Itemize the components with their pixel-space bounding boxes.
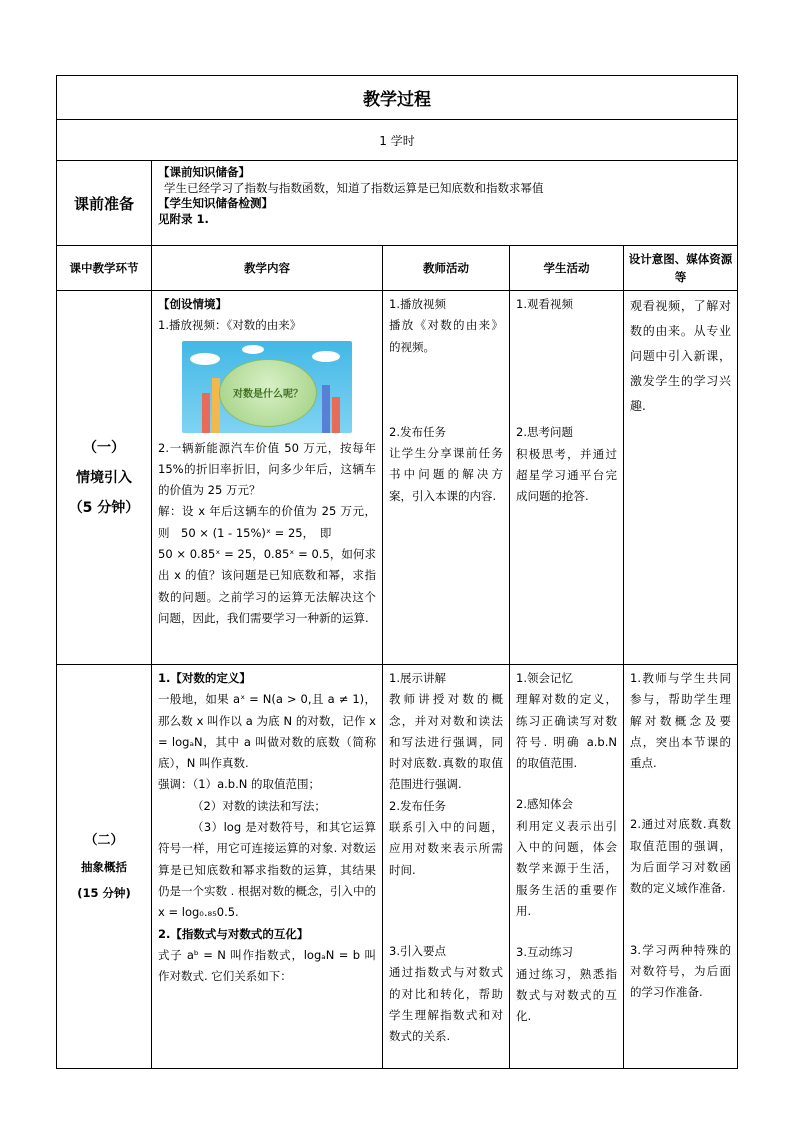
prep-knowledge-text: 学生已经学习了指数与指数函数，知道了指数运算是已知底数和指数求幂值	[164, 180, 544, 195]
stage1-student	[510, 291, 624, 665]
stage1-duration: （5 分钟）	[68, 499, 140, 516]
prep-label: 课前准备	[57, 161, 152, 246]
stage1-student-2: 2.思考问题	[516, 425, 573, 440]
stage1-problem: 2.一辆新能源汽车价值 50 万元，按每年 15%的折旧率折旧，问多少年后，这辆车的价值为 25 万元？	[158, 440, 376, 498]
prep-heading-check: 【学生知识储备检测】	[158, 196, 273, 210]
video-thumbnail-image	[182, 341, 352, 433]
lesson-plan-document	[56, 75, 737, 1069]
stage2-heading-definition: 1.【对数的定义】	[158, 671, 251, 685]
stage2-student-6: 通过练习，熟悉指数式与对数式的互化.	[516, 966, 617, 1024]
stage2-label	[57, 665, 152, 1069]
stage2-student-5: 3.互动练习	[516, 945, 573, 960]
header-stage: 课中教学环节	[57, 246, 152, 291]
stage2-teacher-3: 2.发布任务	[389, 798, 446, 813]
stage1-video-line: 1.播放视频：《对数的由来》	[158, 318, 302, 333]
stage2-student-1: 1.领会记忆	[516, 671, 573, 685]
stage2-student-3: 2.感知体会	[516, 797, 573, 812]
stage1-solution-1: 解：设 x 年后这辆车的价值为 25 万元，则 50 × (1 - 15%)ˣ = 25， 即	[158, 504, 376, 540]
stage1-design-1: 观看视频，了解对数的由来。从专业问题中引入新课，激发学生的学习兴趣.	[630, 299, 732, 413]
stage2-emphasis-1: 强调：（1）a.b.N 的取值范围；	[158, 777, 320, 792]
header-teacher: 教师活动	[383, 246, 510, 291]
stage1-teacher-4: 让学生分享课前任务书中问题的解决方案，引入本课的内容.	[389, 446, 503, 503]
stage1-teacher-2: 播放《对数的由来》的视频。	[389, 318, 503, 354]
stage2-relation: 式子 aᵇ = N 叫作指数式，logₐN = b 叫作对数式. 它们关系如下：	[158, 947, 376, 984]
stage1-student-3: 积极思考，并通过超星学习通平台完成问题的抢答.	[516, 446, 617, 504]
stage2-duration: (15 分钟)	[77, 885, 131, 900]
stage1-design	[624, 291, 738, 665]
stage2-teacher	[383, 665, 510, 1069]
prep-content	[152, 161, 738, 246]
globe-graphic	[219, 359, 317, 427]
video-caption-text: 对数是什么呢？	[233, 388, 303, 400]
stage2-content	[152, 665, 383, 1069]
stage2-teacher-4: 联系引入中的问题，应用对数来表示所需时间.	[389, 820, 503, 877]
stage1-name: 情境引入	[76, 469, 132, 486]
stage1-label	[57, 291, 152, 665]
stage1-teacher-1: 1.播放视频	[389, 297, 446, 311]
stage1-teacher-3: 2.发布任务	[389, 424, 446, 439]
prep-heading-knowledge: 【课前知识储备】	[158, 165, 250, 179]
stage2-teacher-1: 1.展示讲解	[389, 671, 446, 685]
stage2-teacher-6: 通过指数式与对数式的对比和转化，帮助学生理解指数式和对数式的关系.	[389, 965, 503, 1044]
stage2-number: （二）	[84, 832, 124, 848]
header-student: 学生活动	[510, 246, 624, 291]
stage2-design-2: 2.通过对底数.真数取值范围的强调，为后面学习对数函数的定义域作准备.	[630, 817, 732, 896]
teaching-process-table	[56, 75, 738, 1069]
stage2-design	[624, 665, 738, 1069]
stage1-content	[152, 291, 383, 665]
stage2-heading-conversion: 2.【指数式与对数式的互化】	[158, 926, 309, 941]
stage2-emphasis-2: （2）对数的读法和写法；	[192, 798, 326, 813]
stage2-design-3: 3.学习两种特殊的对数符号，为后面的学习作准备.	[630, 942, 732, 1000]
stage1-heading: 【创设情境】	[158, 297, 227, 311]
prep-check-text: 见附录 1.	[158, 211, 209, 226]
stage2-design-1: 1.教师与学生共同参与，帮助学生理解对数概念及要点，突出本节课的重点.	[630, 671, 732, 771]
stage1-solution-2: 50 × 0.85ˣ = 25，0.85ˣ = 0.5，如何求出 x 的值？该问题是已知底数和幂，求指数的问题。之前学习的运算无法解决这个问题，因此，我们需要学习一种新的运算.	[158, 547, 376, 625]
header-design: 设计意图、媒体资源等	[624, 246, 738, 291]
stage2-student-4: 利用定义表示出引入中的问题，体会数学来源于生活，服务生活的重要作用.	[516, 818, 617, 918]
class-hours: 1 学时	[57, 120, 738, 161]
stage1-student-1: 1.观看视频	[516, 297, 573, 311]
stage2-student	[510, 665, 624, 1069]
header-content: 教学内容	[152, 246, 383, 291]
stage2-teacher-2: 教师讲授对数的概念，并对对数和读法和写法进行强调，同时对底数.真数的取值范围进行强调.	[389, 692, 503, 792]
stage2-emphasis-3: （3）log 是对数符号，和其它运算符号一样，用它可连接运算的对象. 对数运算是已知底数和幂求指数的运算，其结果仍是一个实数 . 根据对数的概念，引入中的 x = log₀.₈₅0.5.	[158, 820, 376, 920]
stage2-name: 抽象概括	[81, 859, 127, 874]
stage1-number: （一）	[83, 439, 125, 456]
table-title: 教学过程	[57, 76, 738, 120]
stage2-teacher-5: 3.引入要点	[389, 943, 446, 958]
stage2-definition: 一般地，如果 aˣ = N(a > 0,且 a ≠ 1)，那么数 x 叫作以 a 为底 N 的对数，记作 x = logₐN，其中 a 叫做对数的底数（简称底），N 叫作真数.	[158, 692, 376, 771]
stage2-student-2: 理解对数的定义，练习正确读写对数符号. 明确 a.b.N 的取值范围.	[516, 692, 617, 771]
stage1-teacher	[383, 291, 510, 665]
